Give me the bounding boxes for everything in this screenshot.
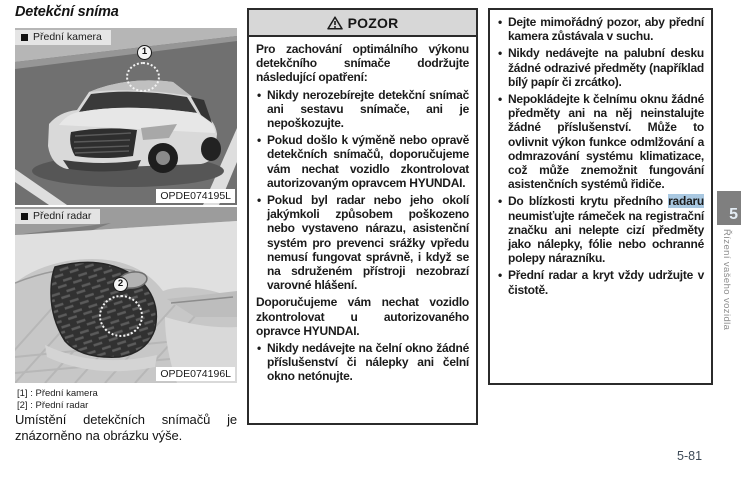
caution-intro: Pro zachování optimálního výkonu detekčního snímače dodržujte následující opatření: xyxy=(256,42,469,85)
caution-body xyxy=(249,37,476,391)
page-number: 5-81 xyxy=(677,449,703,463)
caution-header-label: POZOR xyxy=(347,14,399,31)
chapter-tab: 5 xyxy=(717,191,741,225)
figure1-caption: [1] : Přední kamera xyxy=(17,388,98,399)
caution-bullet: • Nikdy nedávejte na palubní desku žádné odrazivé předměty (například bílý papír či zrcátko). xyxy=(497,46,704,89)
search-highlight: radaru xyxy=(668,194,704,209)
caution-bullet: • Nikdy nedávejte na čelní okno žádné příslušenství či nálepky ani čelní okno netónujte. xyxy=(256,341,469,384)
figure-front-radar xyxy=(15,207,237,383)
chapter-title-vertical: Řízení vašeho vozidla xyxy=(721,229,732,331)
bullet-text-post: neumisťujte rámeček na registrační značku ani nelepte cizí předměty jako nálepky, fólie nebo ochranné polepy nárazníku. xyxy=(508,208,704,266)
dotted-highlight-circle xyxy=(126,62,160,92)
front-camera-illustration xyxy=(15,28,237,205)
caution-bullet-radar xyxy=(497,194,704,265)
square-bullet-icon xyxy=(21,213,28,220)
callout-marker-1: 1 xyxy=(137,45,152,60)
square-bullet-icon xyxy=(21,34,28,41)
body-paragraph: Umístění detekčních snímačů je znázorněno na obrázku výše. xyxy=(15,412,237,443)
figure-label-text: Přední kamera xyxy=(33,31,102,43)
figure-label xyxy=(15,209,100,224)
figure-label xyxy=(15,30,111,45)
caution-bullet: • Přední radar a kryt vždy udržujte v čistotě. xyxy=(497,268,704,296)
warning-triangle-icon xyxy=(327,16,343,30)
bullet-text-pre: Do blízkosti krytu předního xyxy=(508,194,669,209)
caution-bullet: • Pokud došlo k výměně nebo opravě detekčních snímačů, doporučujeme vám nechat vozidlo zkontrolovat autorizovaným opravcem HYUNDAI. xyxy=(256,133,469,190)
caution-body-continued xyxy=(490,10,711,304)
caution-bullet: • Nepokládejte k čelnímu oknu žádné předměty ani na něj neinstalujte žádné příslušenství. Může to ovlivnit výkon funkce odmlžování a odmrazování systému klimatizace, což může znemožnit fungování asistenčních systémů řidiče. xyxy=(497,92,704,191)
figure-code: OPDE074196L xyxy=(156,367,235,381)
figure-front-camera xyxy=(15,28,237,205)
caution-bullet: • Nikdy nerozebírejte detekční snímač ani sestavu snímače, ani je nepoškozujte. xyxy=(256,88,469,131)
caution-box-continued xyxy=(488,8,713,385)
caution-bullet: • Dejte mimořádný pozor, aby přední kamera zůstávala v suchu. xyxy=(497,15,704,43)
figure-label-text: Přední radar xyxy=(33,210,92,222)
caution-note: Doporučujeme vám nechat vozidlo zkontrolovat u autorizovaného opravce HYUNDAI. xyxy=(256,295,469,338)
figure2-caption: [2] : Přední radar xyxy=(17,400,89,411)
caution-box xyxy=(247,8,478,425)
page-title: Detekční sníma xyxy=(15,4,119,20)
figure-code: OPDE074195L xyxy=(156,189,235,203)
dotted-highlight-circle xyxy=(99,295,143,337)
caution-bullet: • Pokud byl radar nebo jeho okolí jakýmkoli způsobem poškozeno nebo vystaveno nárazu, asistenční systém pro prevenci srážky vpředu nemusí fungovat správně, i když se na sdruženém přístroji nezobrazí varovné hlášení. xyxy=(256,193,469,292)
callout-marker-2: 2 xyxy=(113,277,128,292)
caution-header xyxy=(249,10,476,37)
